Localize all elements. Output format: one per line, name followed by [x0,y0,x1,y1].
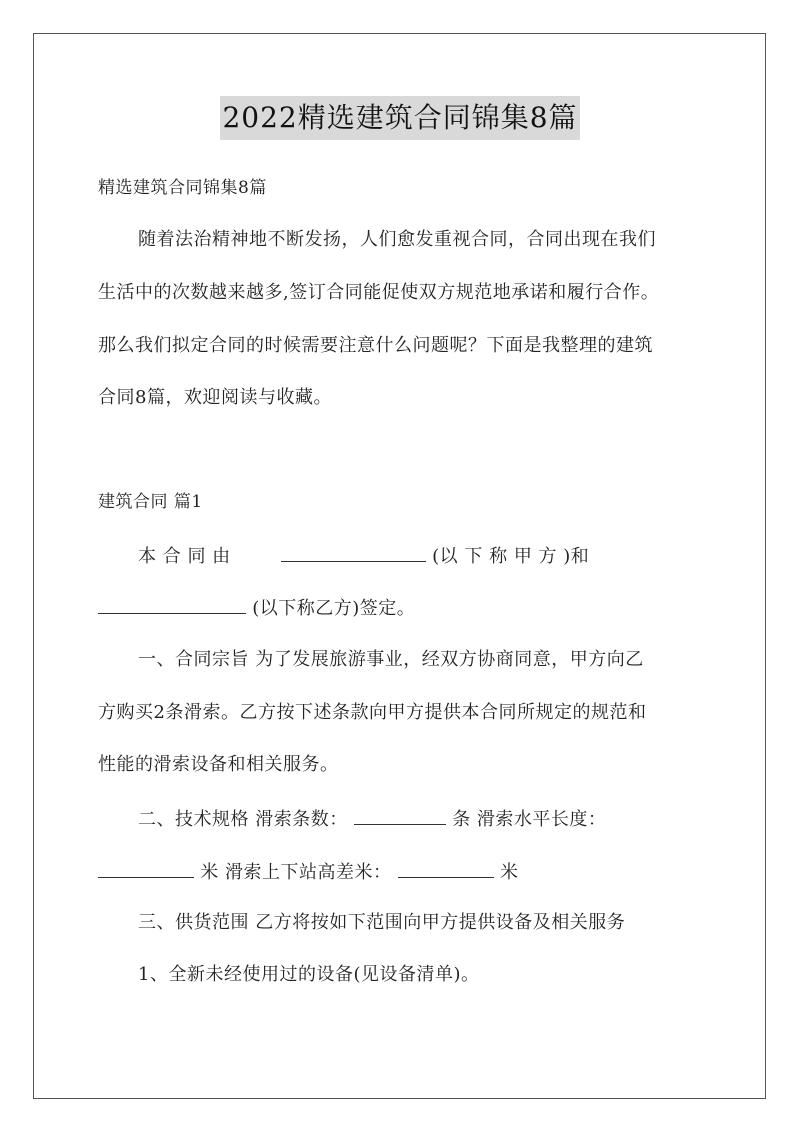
cable-count-blank [354,806,446,825]
party-b-blank [98,595,246,614]
party-a-blank [281,543,426,562]
clause-2-part-d: 米 [499,862,519,883]
intro-line-1: 随着法治精神地不断发扬，人们愈发重视合同，合同出现在我们 [138,229,656,250]
height-difference-blank [398,859,494,878]
clause-1-line-3: 性能的滑索设备和相关服务。 [98,754,339,775]
title-container [0,96,800,140]
intro-line-2: 生活中的次数越来越多,签订合同能促使双方规范地承诺和履行合作。 [98,282,660,303]
document-title: 2022精选建筑合同锦集8篇 [220,96,579,140]
contract-line-1-suffix: (以 下 称 甲 方 )和 [432,546,590,567]
clause-1-line-2: 方购买2条滑索。乙方按下述条款向甲方提供本合同所规定的规范和 [98,702,647,723]
clause-3: 三、供货范围 乙方将按如下范围向甲方提供设备及相关服务 [138,912,626,933]
document-subtitle: 精选建筑合同锦集8篇 [98,178,267,198]
clause-2-line-1 [138,806,708,832]
contract-line-1-prefix: 本 合 同 由 [138,546,231,567]
clause-2-part-b: 条 滑索水平长度： [452,809,607,830]
section-heading: 建筑合同 篇1 [98,492,203,512]
clause-1-line-1: 一、合同宗旨 为了发展旅游事业，经双方协商同意，甲方向乙 [138,649,644,670]
clause-3-item-1: 1、全新未经使用过的设备(见设备清单)。 [138,964,480,985]
clause-2-line-2 [98,859,708,885]
clause-2-part-c: 米 滑索上下站高差米： [200,862,392,883]
clause-2-part-a: 二、技术规格 滑索条数： [138,809,348,830]
intro-line-3: 那么我们拟定合同的时候需要注意什么问题呢？下面是我整理的建筑 [98,335,653,356]
contract-line-2 [98,595,708,621]
contract-line-1 [138,543,708,569]
intro-line-4: 合同8篇，欢迎阅读与收藏。 [98,387,332,408]
horizontal-length-blank [98,859,194,878]
contract-line-2-suffix: (以下称乙方)签定。 [252,598,416,619]
